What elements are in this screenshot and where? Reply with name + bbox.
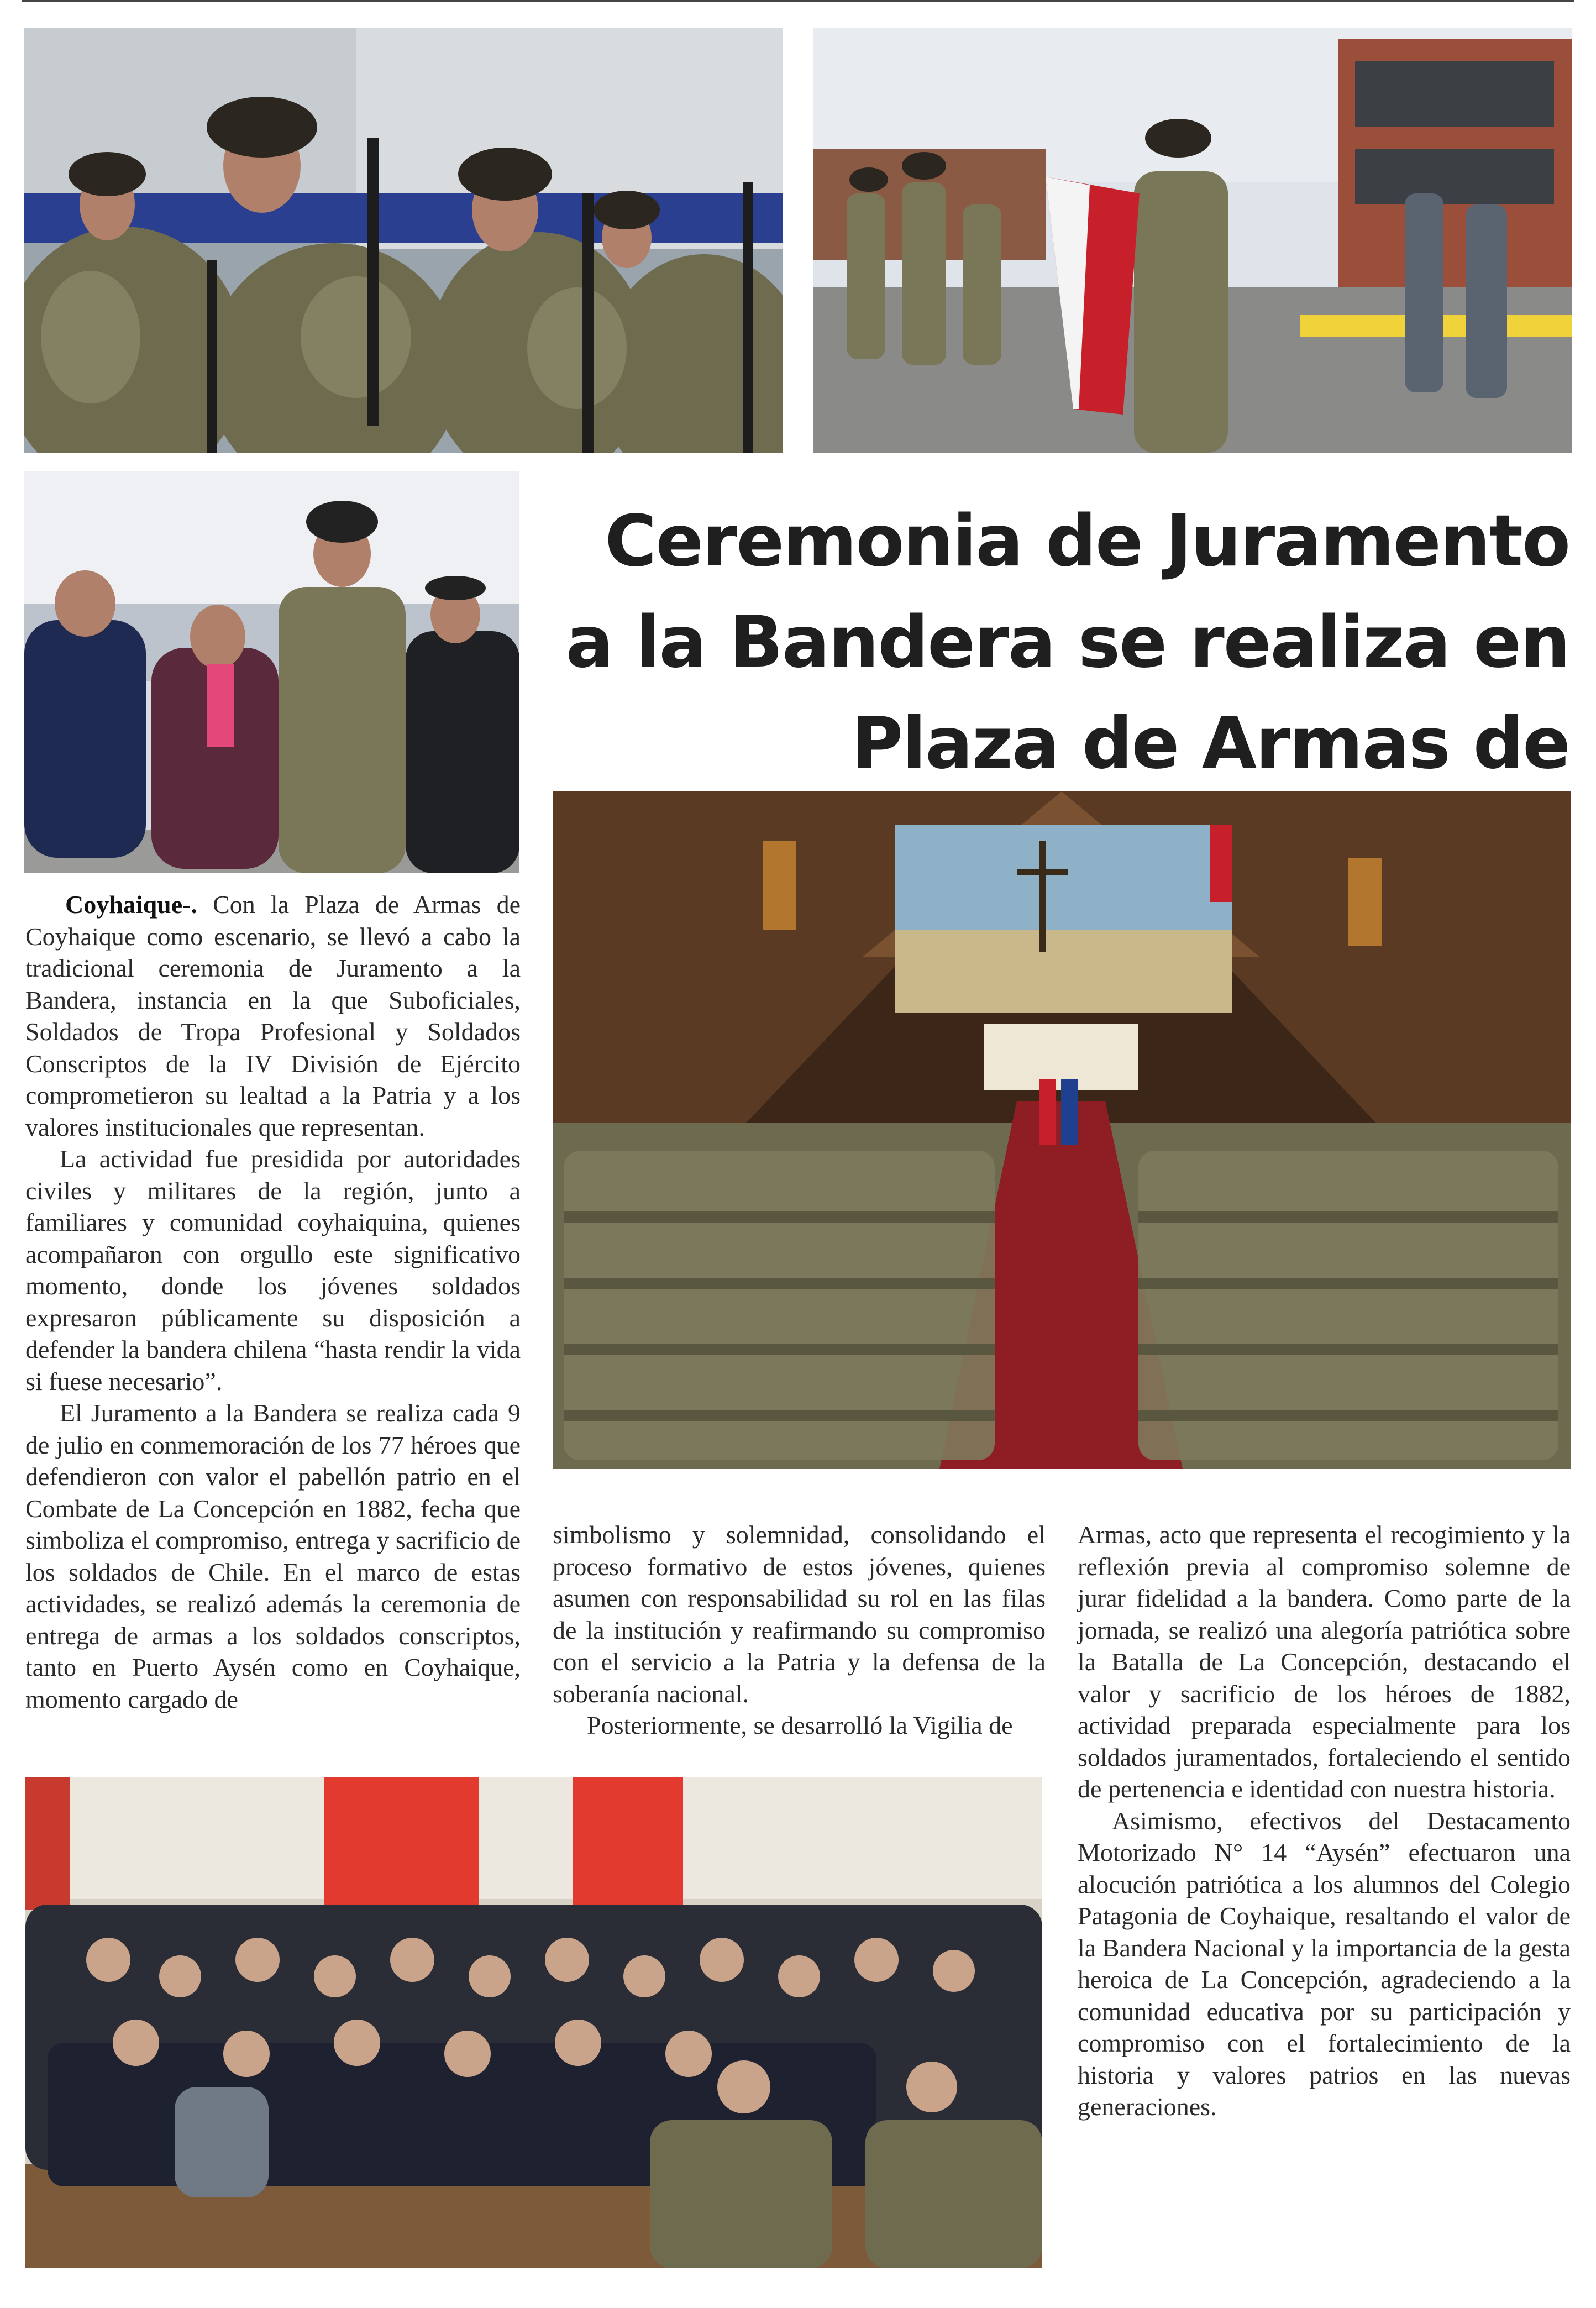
col3-paragraph-2: Asimismo, efectivos del Destacamento Motorizado N° 14 “Aysén” efectuaron una alocución patriótica a los alumnos del Colegio Patagonia de Coyhaique, resaltando el valor de la Bandera Nacional y la importancia de la gesta heroica de La Concepción, agradeciendo a la comunidad educativa por su participación y compromiso con el fortalecimiento de la historia y valores patrios en las nuevas generaciones. [1078, 1806, 1571, 2121]
dateline: Coyhaique-. [65, 890, 197, 919]
photo-family-soldier [24, 471, 519, 873]
top-rule [22, 0, 1574, 2]
col3-paragraph-1: Armas, acto que representa el recogimiento y la reflexión previa al compromiso solemne de jurar fidelidad a la bandera. Como parte de la jornada, se realizó una alegoría patriótica sobre la Batalla de La Concepción, destacando el valor y sacrificio de los héroes de 1882, actividad preparada especialmente para los soldados juramentados, fortaleciendo el sentido de pertenencia e identidad con nuestra historia. [1078, 1520, 1571, 1803]
photo-flag-ceremony [813, 28, 1572, 453]
col2-paragraph-1: simbolismo y solemnidad, consolidando el proceso formativo de estos jóvenes, quienes asumen con responsabilidad su rol en las filas de la institución y reafirmando su compromiso con el servicio a la Patria y la defensa de la soberanía nacional. [553, 1520, 1046, 1708]
col2-paragraph-2: Posteriormente, se desarrolló la Vigilia de [587, 1711, 1013, 1739]
article-column-2 [553, 1519, 1046, 1742]
photo-school-students [25, 1777, 1042, 2268]
article-column-3 [1078, 1519, 1571, 2123]
photo-soldiers-singing [24, 28, 783, 453]
col1-paragraph-1: Coyhaique-. Con la Plaza de Armas de Coyhaique como escenario, se llevó a cabo la tradicional ceremonia de Juramento a la Bandera, instancia en la que Suboficiales, Soldados de Tropa Profesional y Soldados Conscriptos de la IV División de Ejército comprometieron su lealtad a la Patria y a los valores institucionales que representan. [25, 890, 521, 1141]
col1-paragraph-3: El Juramento a la Bandera se realiza cada 9 de julio en conmemoración de los 77 héroes que defendieron con valor el pabellón patrio en el Combate de La Concepción en 1882, fecha que simboliza el compromiso, entrega y sacrificio de los soldados de Chile. En el marco de estas actividades, se realizó además la ceremonia de entrega de armas a los soldados conscriptos, tanto en Puerto Aysén como en Coyhaique, momento cargado de [25, 1399, 521, 1713]
article-column-1 [25, 889, 521, 1715]
article-headline: Ceremonia de Juramento a la Bandera se realiza en Plaza de Armas de [565, 500, 1569, 785]
photo-church-mass [553, 791, 1571, 1469]
col1-paragraph-2: La actividad fue presidida por autoridades civiles y militares de la región, junto a familiares y comunidad coyhaiquina, quienes acompañaron con orgullo este significativo momento, donde los jóvenes soldados expresaron públicamente su disposición a defender la bandera chilena “hasta rendir la vida si fuese necesario”. [25, 1145, 521, 1396]
